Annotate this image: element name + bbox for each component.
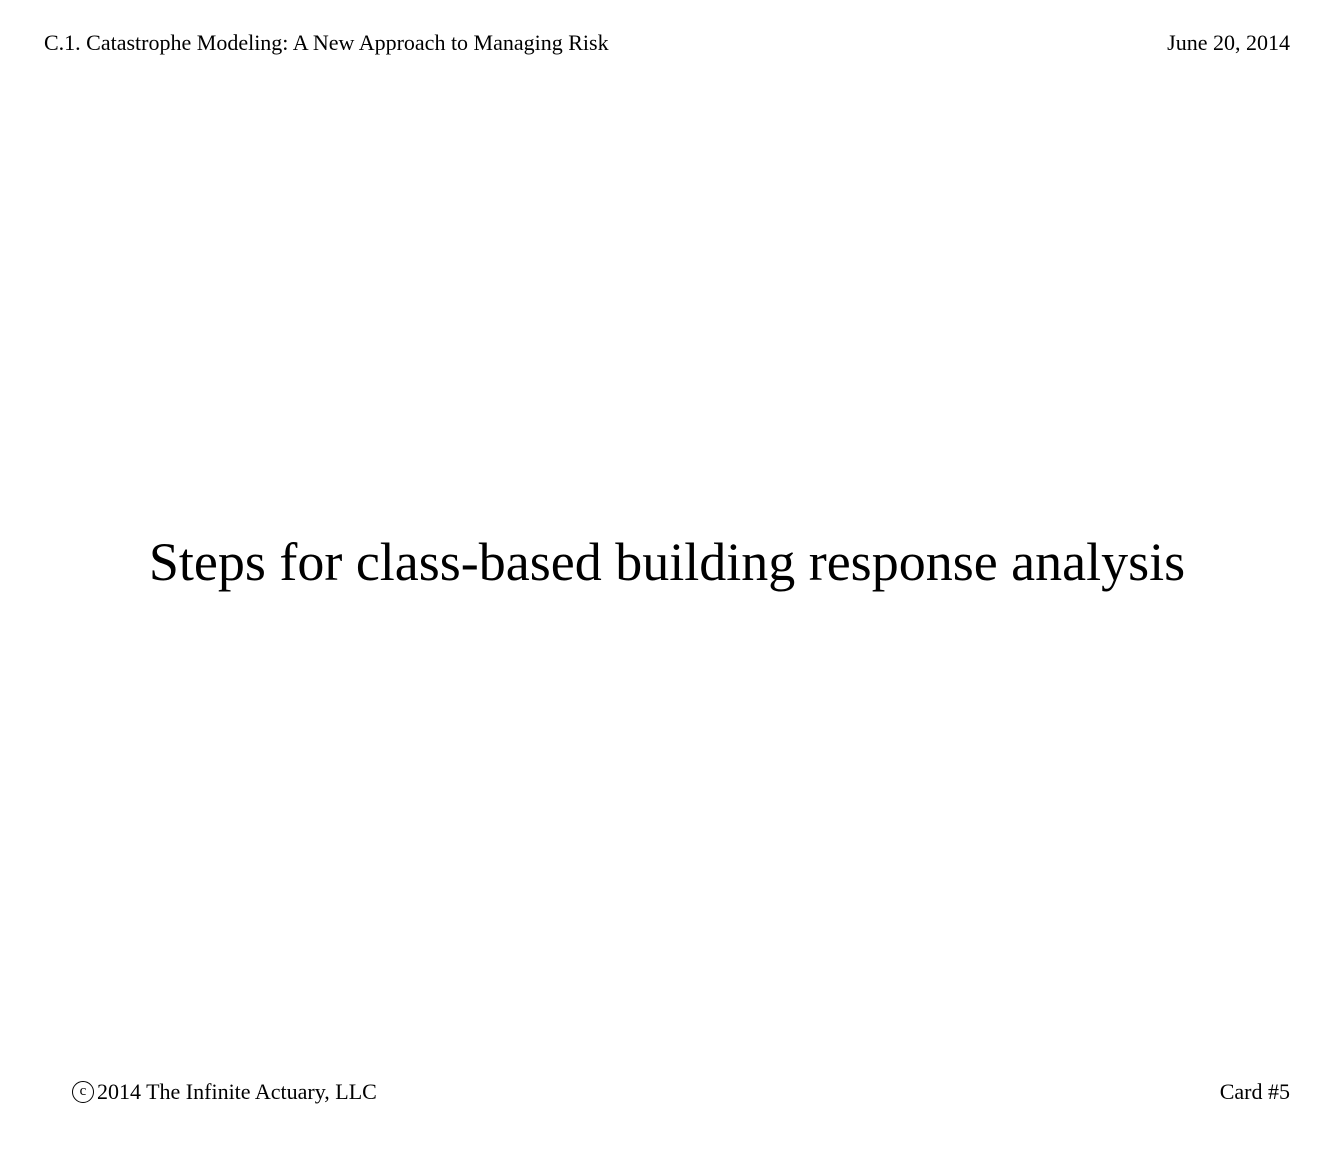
section-title: C.1. Catastrophe Modeling: A New Approach to Managing Risk <box>44 30 609 55</box>
card-number: Card #5 <box>1219 1079 1290 1104</box>
copyright-notice <box>72 1079 377 1105</box>
card-title: Steps for class-based building response analysis <box>148 532 1186 592</box>
copyright-text: 2014 The Infinite Actuary, LLC <box>97 1079 377 1104</box>
header-date: June 20, 2014 <box>1167 30 1290 55</box>
copyright-icon: c <box>72 1081 94 1103</box>
